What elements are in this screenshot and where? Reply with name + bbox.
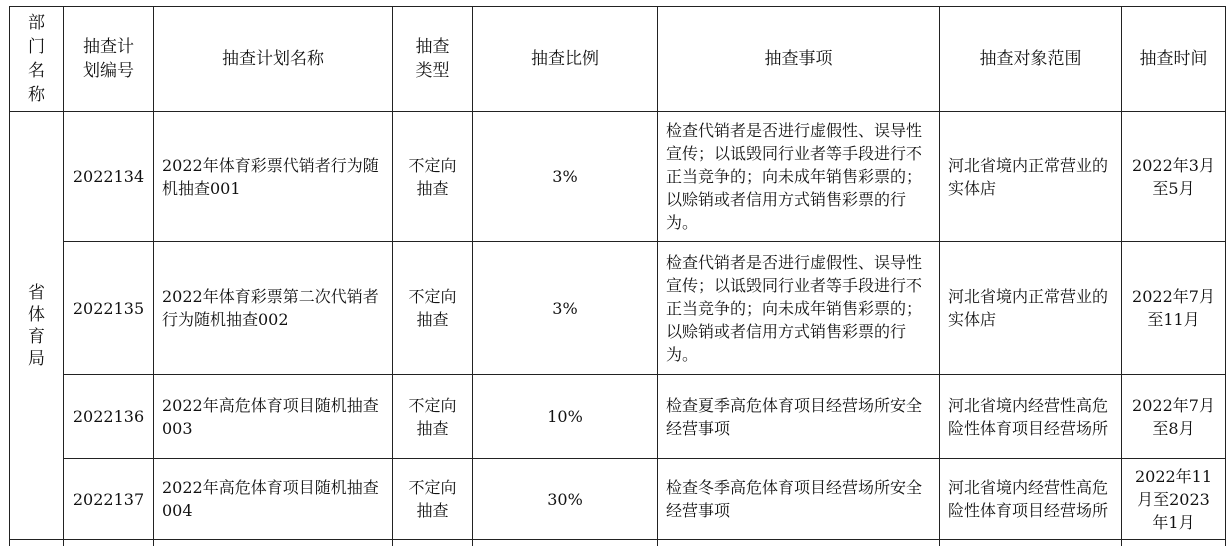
plan-no-cell: 2022134 bbox=[64, 112, 154, 242]
dept-name-cell: 省体育局 bbox=[10, 112, 64, 540]
table-row bbox=[10, 459, 1226, 540]
items-cell: 检查冬季高危体育项目经营场所安全经营事项 bbox=[658, 459, 940, 540]
plan-name-cell: 2022年体育彩票代销者行为随机抽查001 bbox=[154, 112, 393, 242]
plan-no-cell: 2022135 bbox=[64, 242, 154, 375]
table-row-cutoff bbox=[10, 540, 1226, 547]
header-plan-name: 抽查计划名称 bbox=[154, 7, 393, 112]
time-cell: 2022年7月至8月 bbox=[1122, 375, 1226, 459]
header-plan-no: 抽查计划编号 bbox=[64, 7, 154, 112]
header-scope: 抽查对象范围 bbox=[940, 7, 1122, 112]
table-row bbox=[10, 375, 1226, 459]
type-cell: 不定向抽查 bbox=[393, 112, 473, 242]
type-cell: 不定向抽查 bbox=[393, 375, 473, 459]
items-cell: 检查夏季高危体育项目经营场所安全经营事项 bbox=[658, 375, 940, 459]
ratio-cell: 10% bbox=[473, 375, 658, 459]
items-cell: 检查代销者是否进行虚假性、误导性宣传；以诋毁同行业者等手段进行不正当竞争的；向未成年销售彩票的；以赊销或者信用方式销售彩票的行为。 bbox=[658, 112, 940, 242]
time-cell: 2022年3月至5月 bbox=[1122, 112, 1226, 242]
scope-cell: 河北省境内正常营业的实体店 bbox=[940, 112, 1122, 242]
ratio-cell: 3% bbox=[473, 112, 658, 242]
scope-cell: 河北省境内正常营业的实体店 bbox=[940, 242, 1122, 375]
header-dept: 部门名称 bbox=[10, 7, 64, 112]
plan-no-cell: 2022137 bbox=[64, 459, 154, 540]
header-items: 抽查事项 bbox=[658, 7, 940, 112]
plan-name-cell: 2022年高危体育项目随机抽查004 bbox=[154, 459, 393, 540]
plan-name-cell: 2022年体育彩票第二次代销者行为随机抽查002 bbox=[154, 242, 393, 375]
scope-cell: 河北省境内经营性高危险性体育项目经营场所 bbox=[940, 375, 1122, 459]
time-cell: 2022年11月至2023年1月 bbox=[1122, 459, 1226, 540]
ratio-cell: 30% bbox=[473, 459, 658, 540]
time-cell: 2022年7月至11月 bbox=[1122, 242, 1226, 375]
table-row bbox=[10, 242, 1226, 375]
header-row bbox=[10, 7, 1226, 112]
header-ratio: 抽查比例 bbox=[473, 7, 658, 112]
header-type: 抽查类型 bbox=[393, 7, 473, 112]
type-cell: 不定向抽查 bbox=[393, 459, 473, 540]
spot-check-plan-table bbox=[9, 6, 1226, 546]
ratio-cell: 3% bbox=[473, 242, 658, 375]
table-row bbox=[10, 112, 1226, 242]
header-time: 抽查时间 bbox=[1122, 7, 1226, 112]
items-cell: 检查代销者是否进行虚假性、误导性宣传；以诋毁同行业者等手段进行不正当竞争的；向未成年销售彩票的；以赊销或者信用方式销售彩票的行为。 bbox=[658, 242, 940, 375]
scope-cell: 河北省境内经营性高危险性体育项目经营场所 bbox=[940, 459, 1122, 540]
plan-name-cell: 2022年高危体育项目随机抽查003 bbox=[154, 375, 393, 459]
plan-no-cell: 2022136 bbox=[64, 375, 154, 459]
type-cell: 不定向抽查 bbox=[393, 242, 473, 375]
